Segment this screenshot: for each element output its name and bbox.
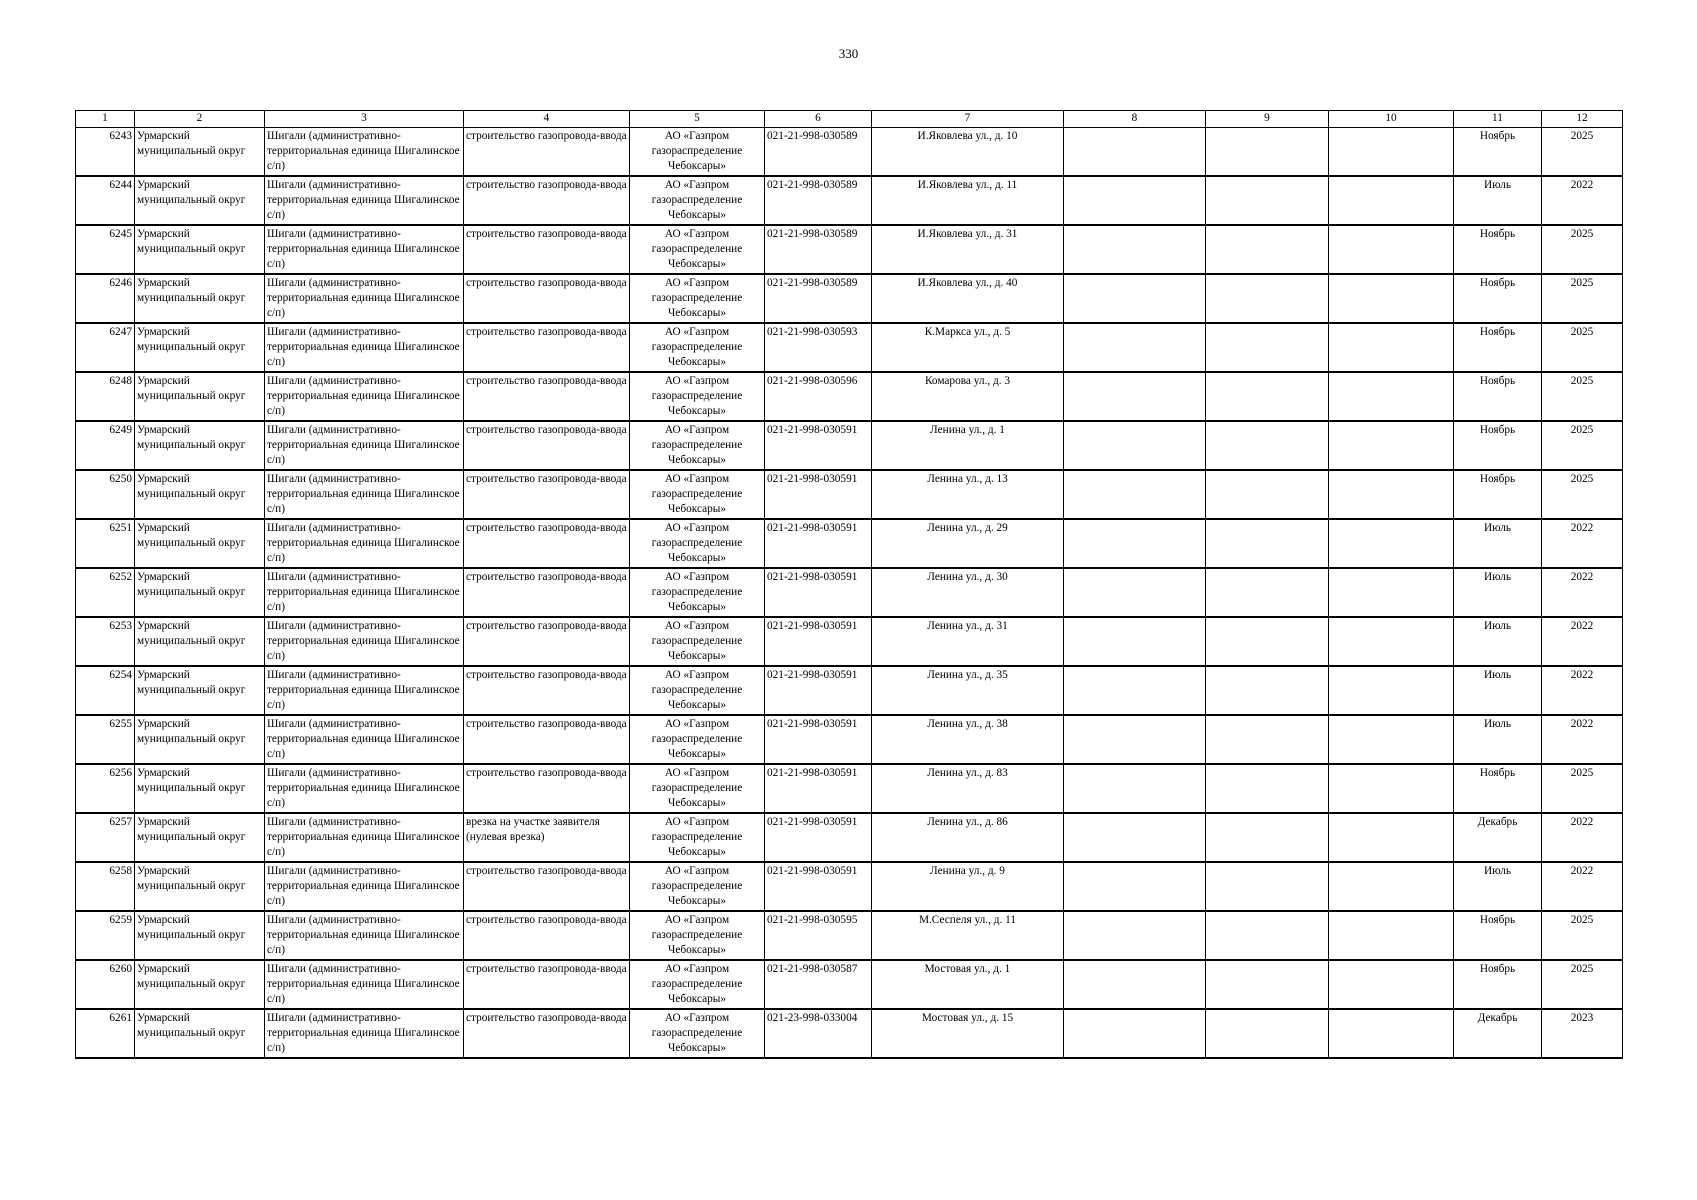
cell-year: 2025 (1542, 764, 1623, 813)
cell-district: Урмарский муниципальный округ (135, 813, 265, 862)
cell-col-10 (1329, 176, 1454, 225)
cell-col-9 (1206, 568, 1329, 617)
cell-settlement: Шигали (административно-территориальная единица Шигалинское с/п) (265, 421, 464, 470)
table-row (76, 519, 1623, 568)
cell-settlement: Шигали (административно-территориальная единица Шигалинское с/п) (265, 225, 464, 274)
cell-organization: АО «Газпром газораспределение Чебоксары» (630, 862, 765, 911)
cell-col-9 (1206, 470, 1329, 519)
cell-district: Урмарский муниципальный округ (135, 470, 265, 519)
cell-object-code: 021-21-998-030591 (765, 764, 872, 813)
cell-work-type: строительство газопровода-ввода (464, 862, 630, 911)
cell-month: Ноябрь (1454, 421, 1542, 470)
cell-year: 2022 (1542, 568, 1623, 617)
cell-object-code: 021-21-998-030591 (765, 568, 872, 617)
table-row (76, 666, 1623, 715)
cell-year: 2025 (1542, 128, 1623, 177)
cell-col-10 (1329, 568, 1454, 617)
cell-col-8 (1064, 568, 1206, 617)
cell-address: М.Сеспеля ул., д. 11 (872, 911, 1064, 960)
cell-col-8 (1064, 274, 1206, 323)
cell-work-type: строительство газопровода-ввода (464, 421, 630, 470)
table-row (76, 274, 1623, 323)
cell-address: Ленина ул., д. 9 (872, 862, 1064, 911)
cell-district: Урмарский муниципальный округ (135, 519, 265, 568)
cell-organization: АО «Газпром газораспределение Чебоксары» (630, 225, 765, 274)
cell-object-code: 021-21-998-030589 (765, 274, 872, 323)
cell-object-code: 021-21-998-030591 (765, 715, 872, 764)
cell-year: 2025 (1542, 323, 1623, 372)
cell-settlement: Шигали (административно-территориальная единица Шигалинское с/п) (265, 128, 464, 177)
cell-row-number: 6245 (76, 225, 135, 274)
cell-work-type: строительство газопровода-ввода (464, 764, 630, 813)
cell-district: Урмарский муниципальный округ (135, 666, 265, 715)
table-row (76, 225, 1623, 274)
cell-col-8 (1064, 519, 1206, 568)
cell-year: 2022 (1542, 813, 1623, 862)
cell-organization: АО «Газпром газораспределение Чебоксары» (630, 568, 765, 617)
cell-col-9 (1206, 764, 1329, 813)
cell-col-10 (1329, 813, 1454, 862)
cell-col-8 (1064, 372, 1206, 421)
cell-district: Урмарский муниципальный округ (135, 274, 265, 323)
cell-work-type: строительство газопровода-ввода (464, 323, 630, 372)
cell-col-10 (1329, 960, 1454, 1009)
column-header: 11 (1454, 111, 1542, 128)
cell-district: Урмарский муниципальный округ (135, 176, 265, 225)
column-header: 2 (135, 111, 265, 128)
cell-col-9 (1206, 813, 1329, 862)
cell-col-9 (1206, 1009, 1329, 1058)
table-row (76, 862, 1623, 911)
cell-district: Урмарский муниципальный округ (135, 862, 265, 911)
cell-settlement: Шигали (административно-территориальная единица Шигалинское с/п) (265, 568, 464, 617)
cell-col-10 (1329, 274, 1454, 323)
cell-col-8 (1064, 617, 1206, 666)
cell-row-number: 6258 (76, 862, 135, 911)
cell-col-8 (1064, 666, 1206, 715)
cell-col-9 (1206, 666, 1329, 715)
cell-col-10 (1329, 617, 1454, 666)
cell-object-code: 021-21-998-030589 (765, 225, 872, 274)
cell-organization: АО «Газпром газораспределение Чебоксары» (630, 519, 765, 568)
cell-district: Урмарский муниципальный округ (135, 617, 265, 666)
cell-settlement: Шигали (административно-территориальная единица Шигалинское с/п) (265, 470, 464, 519)
cell-col-9 (1206, 715, 1329, 764)
cell-year: 2022 (1542, 715, 1623, 764)
page-number: 330 (838, 46, 859, 61)
cell-address: К.Маркса ул., д. 5 (872, 323, 1064, 372)
cell-col-10 (1329, 715, 1454, 764)
cell-address: Мостовая ул., д. 1 (872, 960, 1064, 1009)
table-row (76, 911, 1623, 960)
cell-month: Ноябрь (1454, 372, 1542, 421)
cell-month: Ноябрь (1454, 274, 1542, 323)
cell-col-10 (1329, 862, 1454, 911)
cell-row-number: 6246 (76, 274, 135, 323)
cell-col-8 (1064, 176, 1206, 225)
cell-work-type: строительство газопровода-ввода (464, 128, 630, 177)
cell-district: Урмарский муниципальный округ (135, 421, 265, 470)
cell-object-code: 021-21-998-030589 (765, 128, 872, 177)
table-row (76, 421, 1623, 470)
cell-year: 2025 (1542, 911, 1623, 960)
cell-settlement: Шигали (административно-территориальная единица Шигалинское с/п) (265, 764, 464, 813)
cell-row-number: 6249 (76, 421, 135, 470)
cell-settlement: Шигали (административно-территориальная единица Шигалинское с/п) (265, 617, 464, 666)
table-row (76, 128, 1623, 177)
cell-organization: АО «Газпром газораспределение Чебоксары» (630, 470, 765, 519)
cell-address: Комарова ул., д. 3 (872, 372, 1064, 421)
table-row (76, 372, 1623, 421)
cell-object-code: 021-21-998-030596 (765, 372, 872, 421)
cell-col-9 (1206, 617, 1329, 666)
cell-row-number: 6247 (76, 323, 135, 372)
cell-col-10 (1329, 225, 1454, 274)
cell-month: Июль (1454, 568, 1542, 617)
cell-address: Ленина ул., д. 1 (872, 421, 1064, 470)
cell-col-10 (1329, 764, 1454, 813)
cell-row-number: 6253 (76, 617, 135, 666)
cell-col-8 (1064, 862, 1206, 911)
cell-work-type: строительство газопровода-ввода (464, 372, 630, 421)
cell-col-10 (1329, 128, 1454, 177)
cell-district: Урмарский муниципальный округ (135, 372, 265, 421)
cell-organization: АО «Газпром газораспределение Чебоксары» (630, 715, 765, 764)
cell-organization: АО «Газпром газораспределение Чебоксары» (630, 1009, 765, 1058)
cell-col-9 (1206, 176, 1329, 225)
cell-month: Июль (1454, 715, 1542, 764)
cell-month: Июль (1454, 617, 1542, 666)
cell-col-8 (1064, 128, 1206, 177)
cell-organization: АО «Газпром газораспределение Чебоксары» (630, 323, 765, 372)
column-header: 10 (1329, 111, 1454, 128)
cell-organization: АО «Газпром газораспределение Чебоксары» (630, 813, 765, 862)
column-header: 4 (464, 111, 630, 128)
cell-address: Ленина ул., д. 29 (872, 519, 1064, 568)
cell-row-number: 6251 (76, 519, 135, 568)
cell-address: Ленина ул., д. 83 (872, 764, 1064, 813)
cell-col-9 (1206, 128, 1329, 177)
cell-settlement: Шигали (административно-территориальная единица Шигалинское с/п) (265, 862, 464, 911)
cell-year: 2025 (1542, 960, 1623, 1009)
cell-col-8 (1064, 764, 1206, 813)
table-row (76, 1009, 1623, 1058)
cell-month: Ноябрь (1454, 960, 1542, 1009)
cell-col-10 (1329, 1009, 1454, 1058)
cell-address: Ленина ул., д. 31 (872, 617, 1064, 666)
cell-object-code: 021-21-998-030591 (765, 813, 872, 862)
column-header: 3 (265, 111, 464, 128)
cell-month: Ноябрь (1454, 323, 1542, 372)
cell-col-10 (1329, 519, 1454, 568)
cell-organization: АО «Газпром газораспределение Чебоксары» (630, 764, 765, 813)
cell-col-10 (1329, 470, 1454, 519)
cell-address: Ленина ул., д. 38 (872, 715, 1064, 764)
table-row (76, 470, 1623, 519)
cell-object-code: 021-21-998-030591 (765, 862, 872, 911)
cell-district: Урмарский муниципальный округ (135, 764, 265, 813)
cell-col-10 (1329, 911, 1454, 960)
cell-row-number: 6257 (76, 813, 135, 862)
cell-month: Декабрь (1454, 1009, 1542, 1058)
cell-year: 2025 (1542, 225, 1623, 274)
cell-col-8 (1064, 911, 1206, 960)
cell-object-code: 021-23-998-033004 (765, 1009, 872, 1058)
column-header: 5 (630, 111, 765, 128)
cell-settlement: Шигали (административно-территориальная единица Шигалинское с/п) (265, 1009, 464, 1058)
cell-month: Июль (1454, 176, 1542, 225)
table-row (76, 764, 1623, 813)
cell-settlement: Шигали (административно-территориальная единица Шигалинское с/п) (265, 813, 464, 862)
cell-address: Ленина ул., д. 35 (872, 666, 1064, 715)
cell-work-type: строительство газопровода-ввода (464, 960, 630, 1009)
cell-object-code: 021-21-998-030591 (765, 519, 872, 568)
cell-row-number: 6256 (76, 764, 135, 813)
cell-col-9 (1206, 862, 1329, 911)
cell-col-9 (1206, 274, 1329, 323)
cell-col-10 (1329, 421, 1454, 470)
cell-month: Ноябрь (1454, 470, 1542, 519)
cell-month: Ноябрь (1454, 225, 1542, 274)
cell-organization: АО «Газпром газораспределение Чебоксары» (630, 372, 765, 421)
cell-year: 2025 (1542, 421, 1623, 470)
table-row (76, 617, 1623, 666)
cell-district: Урмарский муниципальный округ (135, 128, 265, 177)
cell-object-code: 021-21-998-030589 (765, 176, 872, 225)
cell-row-number: 6250 (76, 470, 135, 519)
cell-month: Ноябрь (1454, 128, 1542, 177)
cell-row-number: 6260 (76, 960, 135, 1009)
cell-work-type: строительство газопровода-ввода (464, 470, 630, 519)
cell-organization: АО «Газпром газораспределение Чебоксары» (630, 617, 765, 666)
cell-address: И.Яковлева ул., д. 10 (872, 128, 1064, 177)
cell-col-9 (1206, 323, 1329, 372)
cell-address: Ленина ул., д. 13 (872, 470, 1064, 519)
cell-settlement: Шигали (административно-территориальная единица Шигалинское с/п) (265, 666, 464, 715)
cell-col-9 (1206, 225, 1329, 274)
table-row (76, 568, 1623, 617)
cell-object-code: 021-21-998-030591 (765, 617, 872, 666)
cell-year: 2023 (1542, 1009, 1623, 1058)
cell-object-code: 021-21-998-030591 (765, 421, 872, 470)
cell-organization: АО «Газпром газораспределение Чебоксары» (630, 176, 765, 225)
cell-col-10 (1329, 666, 1454, 715)
cell-row-number: 6243 (76, 128, 135, 177)
cell-settlement: Шигали (административно-территориальная единица Шигалинское с/п) (265, 323, 464, 372)
cell-object-code: 021-21-998-030593 (765, 323, 872, 372)
cell-year: 2022 (1542, 666, 1623, 715)
cell-row-number: 6252 (76, 568, 135, 617)
cell-col-10 (1329, 372, 1454, 421)
cell-organization: АО «Газпром газораспределение Чебоксары» (630, 666, 765, 715)
cell-address: И.Яковлева ул., д. 31 (872, 225, 1064, 274)
cell-settlement: Шигали (административно-территориальная единица Шигалинское с/п) (265, 176, 464, 225)
cell-address: И.Яковлева ул., д. 11 (872, 176, 1064, 225)
cell-col-10 (1329, 323, 1454, 372)
cell-row-number: 6254 (76, 666, 135, 715)
cell-year: 2022 (1542, 617, 1623, 666)
data-table (75, 110, 1623, 1059)
cell-district: Урмарский муниципальный округ (135, 1009, 265, 1058)
column-header: 9 (1206, 111, 1329, 128)
cell-work-type: строительство газопровода-ввода (464, 911, 630, 960)
cell-district: Урмарский муниципальный округ (135, 568, 265, 617)
table-body (76, 128, 1623, 1059)
column-header: 12 (1542, 111, 1623, 128)
cell-year: 2022 (1542, 176, 1623, 225)
cell-organization: АО «Газпром газораспределение Чебоксары» (630, 960, 765, 1009)
cell-work-type: строительство газопровода-ввода (464, 666, 630, 715)
cell-work-type: строительство газопровода-ввода (464, 274, 630, 323)
column-header: 1 (76, 111, 135, 128)
cell-work-type: строительство газопровода-ввода (464, 568, 630, 617)
cell-address: Ленина ул., д. 30 (872, 568, 1064, 617)
cell-row-number: 6255 (76, 715, 135, 764)
cell-organization: АО «Газпром газораспределение Чебоксары» (630, 128, 765, 177)
column-header: 7 (872, 111, 1064, 128)
cell-row-number: 6259 (76, 911, 135, 960)
cell-object-code: 021-21-998-030591 (765, 666, 872, 715)
cell-month: Июль (1454, 862, 1542, 911)
cell-col-8 (1064, 421, 1206, 470)
cell-row-number: 6248 (76, 372, 135, 421)
cell-month: Ноябрь (1454, 764, 1542, 813)
cell-work-type: строительство газопровода-ввода (464, 519, 630, 568)
cell-organization: АО «Газпром газораспределение Чебоксары» (630, 274, 765, 323)
cell-settlement: Шигали (административно-территориальная единица Шигалинское с/п) (265, 274, 464, 323)
column-header: 6 (765, 111, 872, 128)
table-row (76, 176, 1623, 225)
cell-district: Урмарский муниципальный округ (135, 715, 265, 764)
cell-settlement: Шигали (административно-территориальная единица Шигалинское с/п) (265, 911, 464, 960)
cell-row-number: 6261 (76, 1009, 135, 1058)
cell-col-8 (1064, 470, 1206, 519)
table-row (76, 323, 1623, 372)
cell-work-type: врезка на участке заявителя (нулевая врезка) (464, 813, 630, 862)
cell-district: Урмарский муниципальный округ (135, 225, 265, 274)
cell-year: 2025 (1542, 274, 1623, 323)
cell-month: Июль (1454, 519, 1542, 568)
cell-col-8 (1064, 960, 1206, 1009)
cell-year: 2025 (1542, 372, 1623, 421)
cell-month: Июль (1454, 666, 1542, 715)
cell-settlement: Шигали (административно-территориальная единица Шигалинское с/п) (265, 372, 464, 421)
cell-year: 2022 (1542, 519, 1623, 568)
cell-district: Урмарский муниципальный округ (135, 960, 265, 1009)
header-row (76, 111, 1623, 128)
cell-col-8 (1064, 813, 1206, 862)
cell-col-8 (1064, 225, 1206, 274)
cell-object-code: 021-21-998-030591 (765, 470, 872, 519)
table-row (76, 715, 1623, 764)
cell-col-9 (1206, 960, 1329, 1009)
cell-organization: АО «Газпром газораспределение Чебоксары» (630, 421, 765, 470)
cell-object-code: 021-21-998-030587 (765, 960, 872, 1009)
cell-address: Ленина ул., д. 86 (872, 813, 1064, 862)
cell-address: И.Яковлева ул., д. 40 (872, 274, 1064, 323)
cell-year: 2025 (1542, 470, 1623, 519)
cell-month: Ноябрь (1454, 911, 1542, 960)
cell-work-type: строительство газопровода-ввода (464, 225, 630, 274)
cell-address: Мостовая ул., д. 15 (872, 1009, 1064, 1058)
cell-work-type: строительство газопровода-ввода (464, 617, 630, 666)
cell-month: Декабрь (1454, 813, 1542, 862)
table-row (76, 960, 1623, 1009)
cell-district: Урмарский муниципальный округ (135, 323, 265, 372)
cell-col-8 (1064, 323, 1206, 372)
cell-col-9 (1206, 372, 1329, 421)
cell-work-type: строительство газопровода-ввода (464, 176, 630, 225)
cell-col-8 (1064, 715, 1206, 764)
cell-work-type: строительство газопровода-ввода (464, 1009, 630, 1058)
cell-col-9 (1206, 911, 1329, 960)
cell-organization: АО «Газпром газораспределение Чебоксары» (630, 911, 765, 960)
cell-row-number: 6244 (76, 176, 135, 225)
cell-year: 2022 (1542, 862, 1623, 911)
cell-district: Урмарский муниципальный округ (135, 911, 265, 960)
cell-col-9 (1206, 519, 1329, 568)
column-header: 8 (1064, 111, 1206, 128)
cell-settlement: Шигали (административно-территориальная единица Шигалинское с/п) (265, 519, 464, 568)
cell-object-code: 021-21-998-030595 (765, 911, 872, 960)
cell-work-type: строительство газопровода-ввода (464, 715, 630, 764)
table-row (76, 813, 1623, 862)
cell-col-9 (1206, 421, 1329, 470)
cell-col-8 (1064, 1009, 1206, 1058)
cell-settlement: Шигали (административно-территориальная единица Шигалинское с/п) (265, 715, 464, 764)
cell-settlement: Шигали (административно-территориальная единица Шигалинское с/п) (265, 960, 464, 1009)
